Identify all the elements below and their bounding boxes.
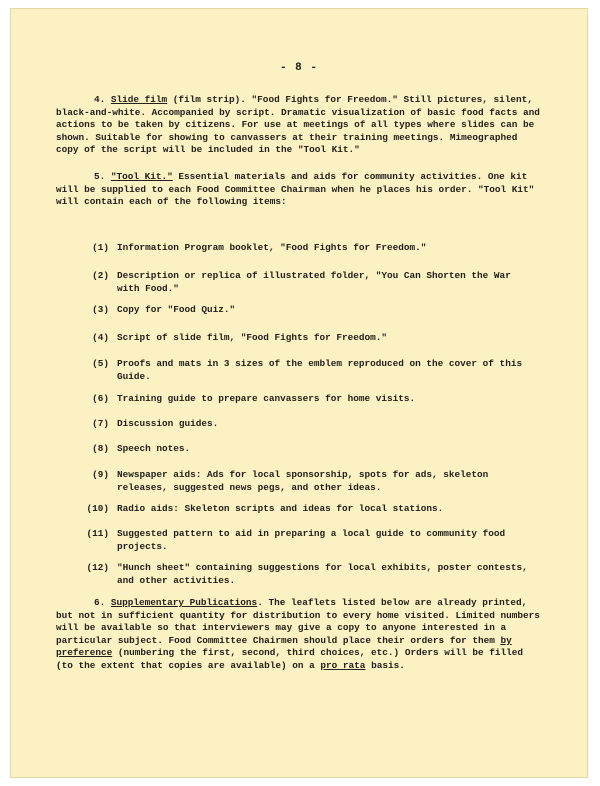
item-text: Proofs and mats in 3 sizes of the emblem reproduced on the cover of this Guide.	[117, 358, 523, 382]
item-text: Copy for "Food Quiz."	[117, 304, 236, 315]
section-6-text-a: . The leaflets listed below are already printed, but not in sufficient quantity for distribution to every home visited. Limited numbers will be available so that interviewers may give a copy to anyone interested in a particular subject. Food Committee Chairmen should place their orders for them	[56, 597, 540, 646]
section-5-paragraph	[56, 171, 544, 209]
item-text: Newspaper aids: Ads for local sponsorship, spots for ads, skeleton releases, suggested news pegs, and other ideas.	[117, 469, 489, 493]
item-text: Radio aids: Skeleton scripts and ideas for local stations.	[117, 503, 444, 514]
section-6-number: 6.	[94, 597, 106, 608]
item-text: Script of slide film, "Food Fights for Freedom."	[117, 332, 388, 343]
tool-kit-item	[82, 528, 537, 553]
section-5-number: 5.	[94, 171, 106, 182]
item-number: (6)	[92, 393, 109, 404]
item-text: Suggested pattern to aid in preparing a local guide to community food projects.	[117, 528, 506, 552]
item-number: (11)	[86, 528, 109, 539]
tool-kit-item	[82, 270, 537, 295]
section-5-text: Essential materials and aids for community activities. One kit will be supplied to each Food Committee Chairman when he places his order. "Tool Kit" will contain each of the following items:	[56, 171, 535, 208]
item-text: Discussion guides.	[117, 418, 219, 429]
item-number: (7)	[92, 418, 109, 429]
page-number: - 8 -	[279, 62, 318, 74]
item-number: (2)	[92, 270, 109, 281]
section-6-title: Supplementary Publications	[110, 597, 258, 608]
item-text: Speech notes.	[117, 443, 191, 454]
item-number: (8)	[92, 443, 109, 454]
section-4-text: (film strip). "Food Fights for Freedom." Still pictures, silent, black-and-white. Accompanied by script. Dramatic visualization of basic food facts and actions to be taken by citizens. For use at meetings of all types where slides can be shown. Suitable for showing to canvassers at their training meetings. Mimeographed copy of the script will be included in the "Tool Kit."	[56, 94, 540, 156]
item-text: "Hunch sheet" containing suggestions for local exhibits, poster contests, and other activities.	[117, 562, 528, 586]
item-number: (3)	[92, 304, 109, 315]
item-text: Information Program booklet, "Food Fights for Freedom."	[117, 242, 427, 253]
tool-kit-item	[82, 469, 537, 494]
item-text: Description or replica of illustrated folder, "You Can Shorten the War with Food."	[117, 270, 511, 294]
tool-kit-item	[82, 443, 537, 456]
item-number: (4)	[92, 332, 109, 343]
item-number: (9)	[92, 469, 109, 480]
section-4-paragraph	[56, 94, 544, 157]
tool-kit-item	[82, 562, 537, 587]
section-6-paragraph	[56, 597, 544, 673]
tool-kit-item	[82, 418, 537, 431]
section-6-text-c: basis.	[365, 659, 405, 671]
section-5-title: "Tool Kit."	[110, 171, 173, 182]
section-6-text-b: (numbering the first, second, third choices, etc.) Orders will be filled (to the extent that copies are available) on a	[56, 647, 523, 671]
tool-kit-item	[82, 358, 537, 383]
tool-kit-item	[82, 393, 537, 406]
section-4-title: Slide film	[110, 94, 168, 105]
tool-kit-item	[82, 503, 537, 516]
item-text: Training guide to prepare canvassers for home visits.	[117, 393, 416, 404]
item-number: (1)	[92, 242, 109, 253]
by-preference-text: by preference	[56, 634, 512, 659]
tool-kit-item	[82, 242, 537, 255]
document-page	[10, 8, 588, 778]
tool-kit-item	[82, 332, 537, 345]
item-number: (10)	[86, 503, 109, 514]
item-number: (12)	[86, 562, 109, 573]
item-number: (5)	[92, 358, 109, 369]
pro-rata-text: pro rata	[320, 659, 366, 671]
section-4-number: 4.	[94, 94, 106, 105]
tool-kit-item	[82, 304, 537, 317]
